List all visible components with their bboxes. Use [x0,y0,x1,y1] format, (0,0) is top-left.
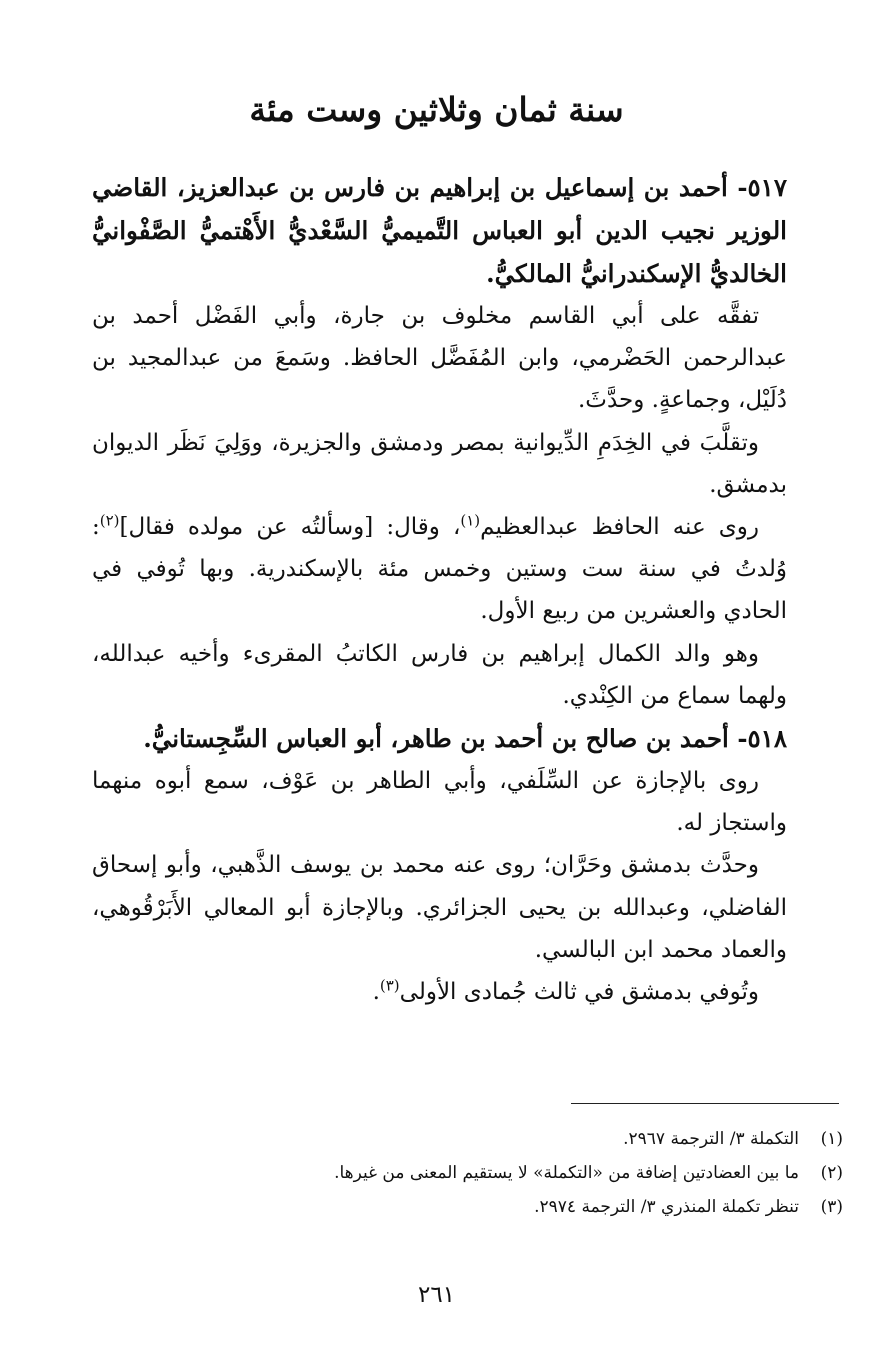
footnotes [92,1122,843,1224]
footnote-text: التكملة ٣/ الترجمة ٢٩٦٧. [623,1129,799,1149]
footnote-number: (٢) [820,1163,843,1183]
entry-heading-517: ٥١٧- أحمد بن إسماعيل بن إبراهيم بن فارس بن عبدالعزيز، القاضي الوزير نجيب الدين أبو العباس التَّميميُّ السَّعْديُّ الأَهْتميُّ الصَّفْوانيُّ الخالديُّ الإسكندرانيُّ المالكيُّ. [92,173,787,288]
footnote-item [92,1122,843,1156]
paragraph: وهو والد الكمال إبراهيم بن فارس الكاتبُ المقرىء وأخيه عبدالله، ولهما سماع من الكِنْدي. [92,640,787,709]
paragraph: تفقَّه على أبي القاسم مخلوف بن جارة، وأبي الفَضْل أحمد بن عبدالرحمن الحَضْرمي، وابن المُفَضَّل الحافظ. وسَمعَ من عبدالمجيد بن دُلَيْل، وجماعةٍ. وحدَّثَ. [92,303,787,414]
footnote-item [92,1190,843,1224]
main-text [92,166,787,1013]
footnote-number: (١) [820,1129,843,1149]
paragraph-text: وتُوفي بدمشق في ثالث جُمادى الأولى [399,979,759,1006]
footnote-item [92,1156,843,1190]
footnote-text: تنظر تكملة المنذري ٣/ الترجمة ٢٩٧٤. [534,1197,799,1217]
footnote-divider [571,1103,839,1104]
footnote-text: ما بين العضادتين إضافة من «التكملة» لا يستقيم المعنى من غيرها. [334,1163,799,1183]
paragraph [92,971,787,1013]
page-number: ٢٦١ [417,1282,456,1308]
paragraph: روى بالإجازة عن السِّلَفي، وأبي الطاهر بن عَوْف، سمع أبوه منهما واستجاز له. [92,768,787,837]
entry-heading-518: ٥١٨- أحمد بن صالح بن أحمد بن طاهر، أبو العباس السِّجِستانيُّ. [143,724,787,754]
paragraph: وتقلَّبَ في الخِدَمِ الدِّيوانية بمصر ودمشق والجزيرة، ووَلِيَ نَظَر الديوان بدمشق. [92,429,787,498]
paragraph [92,506,787,633]
paragraph-text: . [372,979,380,1006]
paragraph: وحدَّث بدمشق وحَرَّان؛ روى عنه محمد بن يوسف الذَّهبي، وأبو إسحاق الفاضلي، وعبدالله بن يحيى الجزائري. وبالإجازة أبو المعالي الأَبَرْقُوهي، والعماد محمد ابن البالسي. [92,852,787,963]
paragraph-text: ، وقال: [وسألتُه عن مولده فقال] [119,514,461,541]
page-title: سنة ثمان وثلاثين وست مئة [249,90,624,129]
footnote-ref-2[interactable]: (٢) [99,511,120,530]
paragraph-text: : وُلدتُ في سنة ست وستين وخمس مئة بالإسكندرية. وبها تُوفي في الحادي والعشرين من ربيع الأول. [92,514,787,625]
footnote-ref-1[interactable]: (١) [460,511,481,530]
paragraph-text: روى عنه الحافظ عبدالعظيم [480,514,759,541]
footnote-number: (٣) [820,1197,843,1217]
footnote-ref-3[interactable]: (٣) [379,976,400,995]
